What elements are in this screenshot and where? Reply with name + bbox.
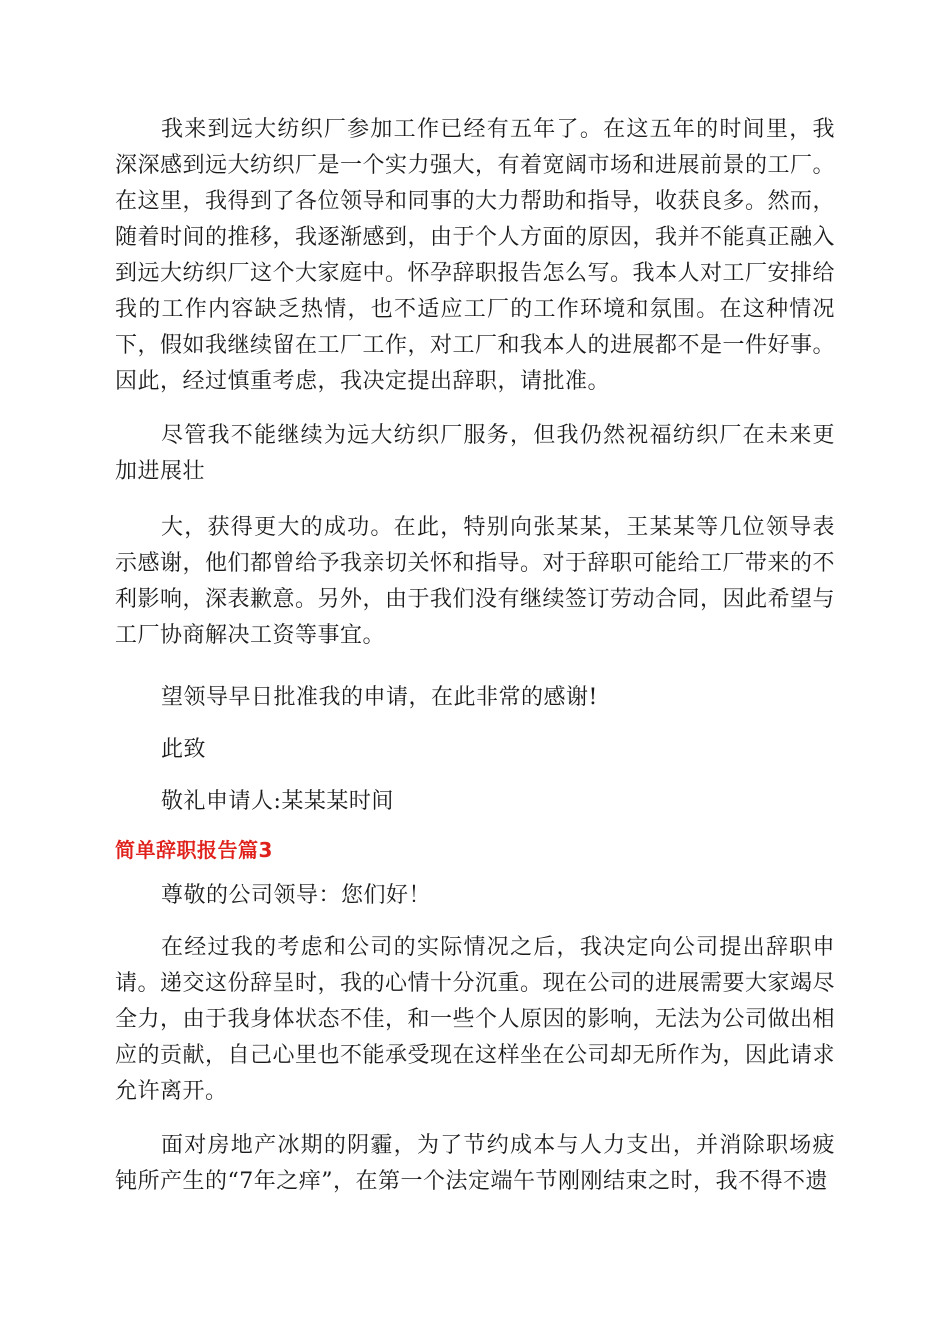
- paragraph-thanks: 大，获得更大的成功。在此，特别向张某某，王某某等几位领导表示感谢，他们都曾给予我亲切关怀和指导。对于辞职可能给工厂带来的不利影响，深表歉意。另外，由于我们没有继续签订劳动合同，因此希望与工厂协商解决工资等事宜。: [115, 515, 836, 648]
- section-heading: 简单辞职报告篇3: [115, 838, 273, 862]
- paragraph-closing: 此致: [161, 737, 207, 762]
- paragraph-context: 面对房地产冰期的阴霾，为了节约成本与人力支出，并消除职场疲钝所产生的“7年之痒”，在第一个法定端午节刚刚结束之时，我不得不遗: [115, 1133, 835, 1194]
- paragraph-blessing-start: 尽管我不能继续为远大纺织厂服务，但我仍然祝福纺织厂在未来更加进展壮: [115, 423, 835, 484]
- paragraph-decision: 在经过我的考虑和公司的实际情况之后，我决定向公司提出辞职申请。递交这份辞呈时，我的心情十分沉重。现在公司的进展需要大家竭尽全力，由于我身体状态不佳，和一些个人原因的影响，无法为公司做出相应的贡献，自己心里也不能承受现在这样坐在公司却无所作为，因此请求允许离开。: [115, 935, 836, 1104]
- document-body: [115, 112, 835, 1200]
- paragraph-signature: 敬礼申请人:某某某时间: [161, 789, 394, 814]
- paragraph-resignation-reason: 我来到远大纺织厂参加工作已经有五年了。在这五年的时间里，我深深感到远大纺织厂是一个实力强大，有着宽阔市场和进展前景的工厂。在这里，我得到了各位领导和同事的大力帮助和指导，收获良多。然而，随着时间的推移，我逐渐感到，由于个人方面的原因，我并不能真正融入到远大纺织厂这个大家庭中。怀孕辞职报告怎么写。我本人对工厂安排给我的工作内容缺乏热情，也不适应工厂的工作环境和氛围。在这种情况下，假如我继续留在工厂工作，对工厂和我本人的进展都不是一件好事。因此，经过慎重考虑，我决定提出辞职，请批准。: [115, 117, 836, 394]
- paragraph-salutation: 尊敬的公司领导：您们好！: [161, 883, 432, 908]
- paragraph-request: 望领导早日批准我的申请，在此非常的感谢!: [161, 685, 598, 710]
